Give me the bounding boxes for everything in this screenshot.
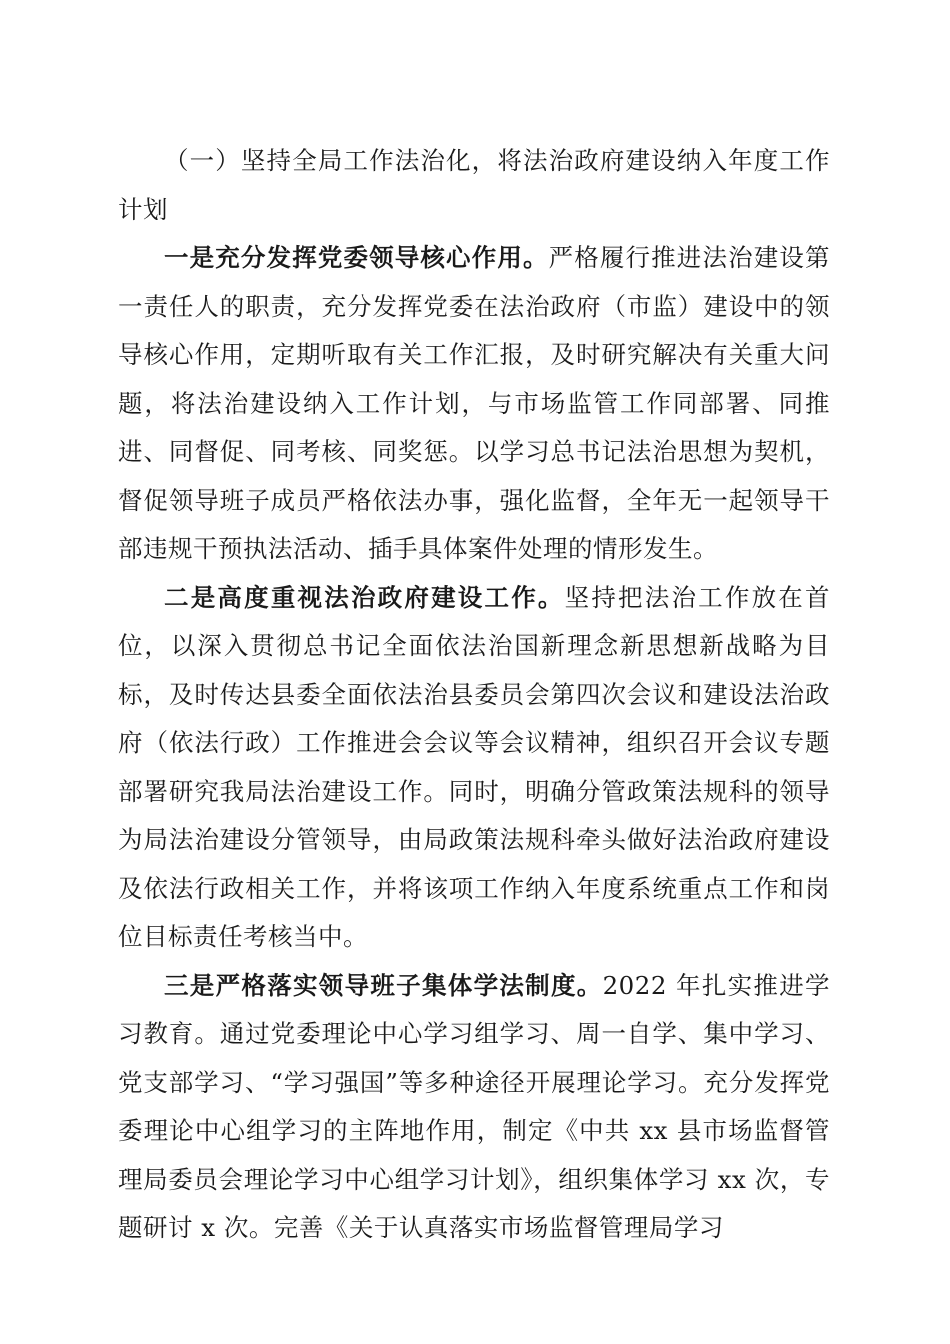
paragraph-3-lead: 三是严格落实领导班子集体学法制度。 xyxy=(164,970,603,1000)
paragraph-2 xyxy=(118,574,830,962)
paragraph-3-body: 2022 年扎实推进学习教育。通过党委理论中心学习组学习、周一自学、集中学习、党支部学习、“学习强国”等多种途径开展理论学习。充分发挥党委理论中心组学习的主阵地作用，制定《中共 xx 县市场监督管理局委员会理论学习中心组学习计划》，组织集体学习 xx 次，专题研讨 x 次。完善《关于认真落实市场监督管理局学习 xyxy=(118,970,831,1242)
paragraph-1-lead: 一是充分发挥党委领导核心作用。 xyxy=(164,243,549,272)
paragraph-2-lead: 二是高度重视法治政府建设工作。 xyxy=(164,582,565,612)
paragraph-3 xyxy=(118,962,830,1253)
paragraph-2-body: 坚持把法治工作放在首位，以深入贯彻总书记全面依法治国新理念新思想新战略为目标，及时传达县委全面依法治县委员会第四次会议和建设法治政府（依法行政）工作推进会会议等会议精神，组织召开会议专题部署研究我局法治建设工作。同时，明确分管政策法规科的领导为局法治建设分管领导，由局政策法规科牵头做好法治政府建设及依法行政相关工作，并将该项工作纳入年度系统重点工作和岗位目标责任考核当中。 xyxy=(118,582,830,951)
paragraph-1-body: 严格履行推进法治建设第一责任人的职责，充分发挥党委在法治政府（市监）建设中的领导核心作用，定期听取有关工作汇报，及时研究解决有关重大问题，将法治建设纳入工作计划，与市场监管工作同部署、同推进、同督促、同考核、同奖惩。以学习总书记法治思想为契机，督促领导班子成员严格依法办事，强化监督，全年无一起领导干部违规干预执法活动、插手具体案件处理的情形发生。 xyxy=(118,243,831,563)
section-heading: （一）坚持全局工作法治化，将法治政府建设纳入年度工作计划 xyxy=(118,146,830,224)
document-body xyxy=(118,137,830,1253)
paragraph-1 xyxy=(118,234,830,574)
